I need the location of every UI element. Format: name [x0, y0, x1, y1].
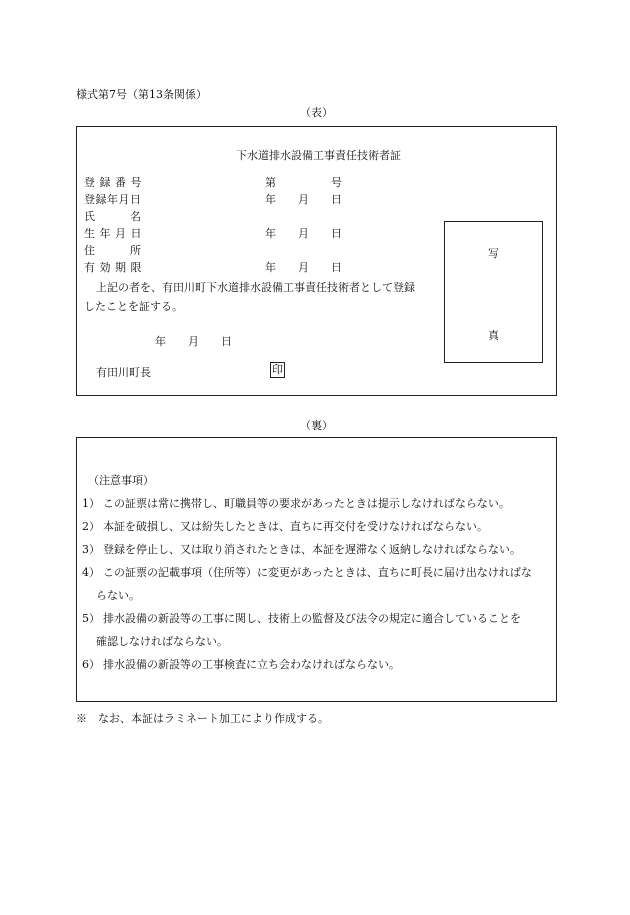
note-number: 1）: [82, 497, 100, 510]
note-text: 排水設備の新設等の工事検査に立ち会わなければならない。: [103, 658, 400, 671]
note-text: 排水設備の新設等の工事に関し、技術上の監督及び法令の規定に適合していることを: [103, 612, 521, 625]
back-label: （裏）: [300, 419, 333, 432]
note-text: この証票の記載事項（住所等）に変更があったときは、直ちに町長に届け出なければな: [103, 566, 532, 579]
field-value-registration-date: 年 月 日: [265, 193, 342, 206]
field-label-registration-date: 登録年月日: [84, 193, 142, 206]
certificate-statement-line2: したことを証する。: [84, 300, 183, 313]
field-label-name: 氏 名: [84, 210, 142, 223]
note-number: 2）: [82, 520, 100, 533]
note-text: 登録を停止し、又は取り消されたときは、本証を遅滞なく返納しなければならない。: [103, 543, 521, 556]
photo-label-top: 写: [488, 247, 499, 260]
note-text-continued: らない。: [96, 589, 140, 602]
photo-label-bottom: 真: [488, 329, 499, 342]
issue-date: 年 月 日: [155, 335, 232, 348]
note-number: 4）: [82, 566, 100, 579]
certificate-statement-line1: 上記の者を、有田川町下水道排水設備工事責任技術者として登録: [96, 281, 415, 294]
certificate-title: 下水道排水設備工事責任技術者証: [236, 149, 401, 162]
note-number: 3）: [82, 543, 100, 556]
field-label-registration-number: 登 録 番 号: [84, 176, 142, 189]
notes-heading: （注意事項）: [88, 474, 154, 487]
issuer: 有田川町長: [96, 366, 151, 379]
note-text: 本証を破損し、又は紛失したときは、直ちに再交付を受けなければならない。: [103, 520, 488, 533]
note-number: 5）: [82, 612, 100, 625]
footer-note: ※ なお、本証はラミネート加工により作成する。: [76, 712, 329, 725]
front-label: （表）: [300, 106, 333, 119]
seal-mark: 印: [272, 363, 283, 376]
note-text-continued: 確認しなければならない。: [96, 635, 228, 648]
field-value-expiry: 年 月 日: [265, 261, 342, 274]
form-id: 様式第7号（第13条関係）: [76, 88, 207, 101]
field-value-registration-number: 第 号: [265, 176, 342, 189]
field-label-expiry: 有 効 期 限: [84, 261, 142, 274]
note-number: 6）: [82, 658, 100, 671]
field-label-birth-date: 生 年 月 日: [84, 227, 142, 240]
note-text: この証票は常に携帯し、町職員等の要求があったときは提示しなければならない。: [103, 497, 510, 510]
official-seal: [270, 362, 285, 378]
field-label-address: 住 所: [84, 244, 142, 257]
field-value-birth-date: 年 月 日: [265, 227, 342, 240]
